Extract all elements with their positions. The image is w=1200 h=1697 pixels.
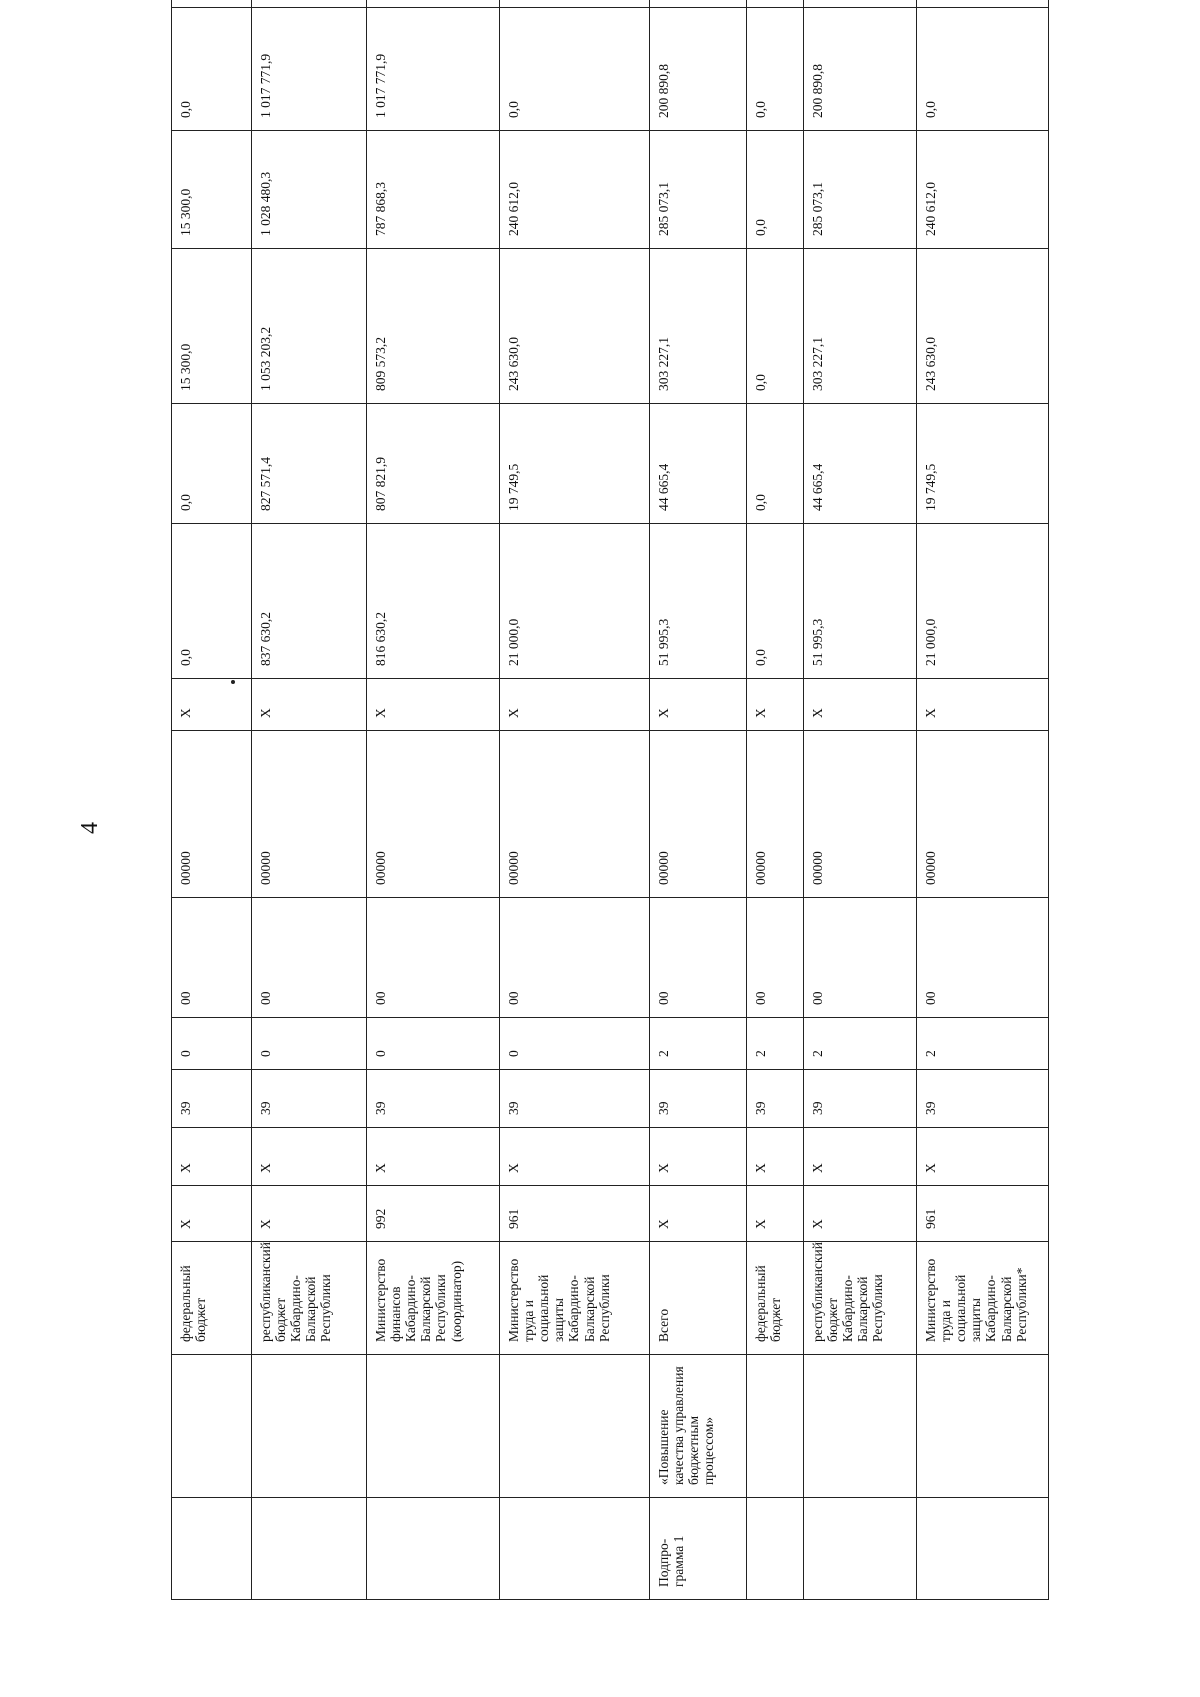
cell-rz-pr: Х bbox=[367, 1128, 500, 1186]
cell-status bbox=[172, 1498, 252, 1600]
table-row bbox=[367, 0, 500, 1600]
cell-value-5: 200 890,8 bbox=[804, 8, 917, 131]
cell-name bbox=[500, 1355, 650, 1498]
cell-grbs: Х bbox=[252, 1186, 367, 1242]
cell-value-2: 0,0 bbox=[172, 404, 252, 524]
cell-value-4: 15 300,0 bbox=[172, 131, 252, 249]
cell-value-2: 19 749,5 bbox=[917, 404, 1049, 524]
cell-value-4: 285 073,1 bbox=[650, 131, 747, 249]
cell-rz-pr: Х bbox=[804, 1128, 917, 1186]
cell-cs-program: 39 bbox=[172, 1070, 252, 1128]
cell-value-1: 21 000,0 bbox=[917, 524, 1049, 679]
cell-value-3: 809 573,2 bbox=[367, 249, 500, 404]
cell-cs-program: 39 bbox=[747, 1070, 804, 1128]
cell-rz-pr: Х bbox=[650, 1128, 747, 1186]
cell-cs-subprogram: 2 bbox=[747, 1018, 804, 1070]
cell-source: республиканский бюджет Кабардино-Балкарской Республики bbox=[804, 1242, 917, 1355]
cell-value-6 bbox=[500, 0, 650, 8]
cell-grbs: Х bbox=[747, 1186, 804, 1242]
cell-source: Всего bbox=[650, 1242, 747, 1355]
cell-cs-direction: 00000 bbox=[172, 731, 252, 898]
cell-status bbox=[804, 1498, 917, 1600]
cell-cs-direction: 00000 bbox=[917, 731, 1049, 898]
table-row bbox=[500, 0, 650, 1600]
cell-vr: Х bbox=[252, 679, 367, 731]
cell-cs-event: 00 bbox=[367, 898, 500, 1018]
cell-value-2: 19 749,5 bbox=[500, 404, 650, 524]
cell-vr: Х bbox=[804, 679, 917, 731]
cell-source: Министерство труда и социальной защиты Кабардино-Балкарской Республики* bbox=[917, 1242, 1049, 1355]
cell-cs-direction: 00000 bbox=[500, 731, 650, 898]
cell-value-3: 243 630,0 bbox=[917, 249, 1049, 404]
cell-vr: Х bbox=[917, 679, 1049, 731]
cell-value-3: 1 053 203,2 bbox=[252, 249, 367, 404]
cell-value-1: 0,0 bbox=[747, 524, 804, 679]
cell-value-2: 827 571,4 bbox=[252, 404, 367, 524]
cell-status: Подпро-грамма 1 bbox=[650, 1498, 747, 1600]
cell-cs-program: 39 bbox=[804, 1070, 917, 1128]
cell-value-2: 44 665,4 bbox=[650, 404, 747, 524]
cell-value-3: 243 630,0 bbox=[500, 249, 650, 404]
cell-value-2: 0,0 bbox=[747, 404, 804, 524]
cell-value-5: 0,0 bbox=[747, 8, 804, 131]
cell-source: Министерство финансов Кабардино-Балкарской Республики (координатор) bbox=[367, 1242, 500, 1355]
cell-status bbox=[747, 1498, 804, 1600]
cell-grbs: 961 bbox=[500, 1186, 650, 1242]
cell-grbs: 961 bbox=[917, 1186, 1049, 1242]
table-row bbox=[804, 0, 917, 1600]
cell-cs-event: 00 bbox=[252, 898, 367, 1018]
cell-cs-event: 00 bbox=[804, 898, 917, 1018]
cell-cs-subprogram: 2 bbox=[650, 1018, 747, 1070]
cell-grbs: Х bbox=[650, 1186, 747, 1242]
cell-grbs: Х bbox=[804, 1186, 917, 1242]
cell-cs-program: 39 bbox=[650, 1070, 747, 1128]
cell-cs-subprogram: 2 bbox=[804, 1018, 917, 1070]
cell-source: федеральный бюджет bbox=[747, 1242, 804, 1355]
cell-name bbox=[172, 1355, 252, 1498]
cell-cs-subprogram: 0 bbox=[367, 1018, 500, 1070]
cell-cs-subprogram: 0 bbox=[500, 1018, 650, 1070]
cell-cs-program: 39 bbox=[252, 1070, 367, 1128]
cell-value-1: 816 630,2 bbox=[367, 524, 500, 679]
cell-value-6 bbox=[747, 0, 804, 8]
cell-rz-pr: Х bbox=[747, 1128, 804, 1186]
cell-cs-event: 00 bbox=[500, 898, 650, 1018]
cell-value-6 bbox=[252, 0, 367, 8]
cell-cs-direction: 00000 bbox=[804, 731, 917, 898]
cell-grbs: Х bbox=[172, 1186, 252, 1242]
cell-value-5: 0,0 bbox=[172, 8, 252, 131]
cell-value-6 bbox=[917, 0, 1049, 8]
table-row bbox=[252, 0, 367, 1600]
cell-value-6 bbox=[172, 0, 252, 8]
cell-status bbox=[252, 1498, 367, 1600]
cell-value-6 bbox=[650, 0, 747, 8]
page-number: 4 bbox=[77, 822, 103, 834]
cell-rz-pr: Х bbox=[252, 1128, 367, 1186]
cell-value-4: 0,0 bbox=[747, 131, 804, 249]
table-row bbox=[747, 0, 804, 1600]
cell-value-2: 44 665,4 bbox=[804, 404, 917, 524]
cell-rz-pr: Х bbox=[917, 1128, 1049, 1186]
cell-status bbox=[500, 1498, 650, 1600]
cell-value-5: 0,0 bbox=[917, 8, 1049, 131]
cell-value-3: 15 300,0 bbox=[172, 249, 252, 404]
cell-value-5: 1 017 771,9 bbox=[367, 8, 500, 131]
cell-grbs: 992 bbox=[367, 1186, 500, 1242]
cell-cs-program: 39 bbox=[500, 1070, 650, 1128]
table-row bbox=[917, 0, 1049, 1600]
cell-value-4: 1 028 480,3 bbox=[252, 131, 367, 249]
cell-vr: Х bbox=[500, 679, 650, 731]
cell-cs-direction: 00000 bbox=[650, 731, 747, 898]
cell-value-6 bbox=[804, 0, 917, 8]
budget-table bbox=[171, 0, 1049, 1600]
cell-cs-direction: 00000 bbox=[747, 731, 804, 898]
cell-cs-event: 00 bbox=[650, 898, 747, 1018]
cell-cs-subprogram: 0 bbox=[172, 1018, 252, 1070]
scan-speck bbox=[231, 680, 235, 684]
cell-name bbox=[367, 1355, 500, 1498]
cell-value-2: 807 821,9 bbox=[367, 404, 500, 524]
cell-cs-event: 00 bbox=[917, 898, 1049, 1018]
cell-value-1: 51 995,3 bbox=[804, 524, 917, 679]
cell-vr: Х bbox=[747, 679, 804, 731]
cell-cs-direction: 00000 bbox=[367, 731, 500, 898]
cell-name bbox=[804, 1355, 917, 1498]
cell-name bbox=[747, 1355, 804, 1498]
cell-value-6 bbox=[367, 0, 500, 8]
cell-rz-pr: Х bbox=[172, 1128, 252, 1186]
cell-vr: Х bbox=[650, 679, 747, 731]
cell-source: Министерство труда и социальной защиты Кабардино-Балкарской Республики bbox=[500, 1242, 650, 1355]
rotated-table-container bbox=[171, 32, 1048, 1600]
cell-source: республиканский бюджет Кабардино-Балкарской Республики bbox=[252, 1242, 367, 1355]
cell-cs-direction: 00000 bbox=[252, 731, 367, 898]
cell-cs-event: 00 bbox=[172, 898, 252, 1018]
cell-value-4: 285 073,1 bbox=[804, 131, 917, 249]
cell-value-5: 0,0 bbox=[500, 8, 650, 131]
cell-name bbox=[917, 1355, 1049, 1498]
cell-name bbox=[252, 1355, 367, 1498]
cell-cs-subprogram: 0 bbox=[252, 1018, 367, 1070]
cell-cs-subprogram: 2 bbox=[917, 1018, 1049, 1070]
cell-value-3: 303 227,1 bbox=[804, 249, 917, 404]
cell-value-4: 240 612,0 bbox=[917, 131, 1049, 249]
cell-value-3: 0,0 bbox=[747, 249, 804, 404]
cell-value-4: 787 868,3 bbox=[367, 131, 500, 249]
cell-rz-pr: Х bbox=[500, 1128, 650, 1186]
cell-value-3: 303 227,1 bbox=[650, 249, 747, 404]
cell-cs-program: 39 bbox=[917, 1070, 1049, 1128]
cell-value-1: 51 995,3 bbox=[650, 524, 747, 679]
cell-name: «Повышение качества управления бюджетным процессом» bbox=[650, 1355, 747, 1498]
cell-status bbox=[367, 1498, 500, 1600]
cell-source: федеральный бюджет bbox=[172, 1242, 252, 1355]
cell-status bbox=[917, 1498, 1049, 1600]
table-frame bbox=[171, 32, 1048, 1600]
table-row bbox=[650, 0, 747, 1600]
cell-vr: Х bbox=[172, 679, 252, 731]
cell-value-1: 0,0 bbox=[172, 524, 252, 679]
cell-value-5: 1 017 771,9 bbox=[252, 8, 367, 131]
cell-cs-event: 00 bbox=[747, 898, 804, 1018]
cell-value-1: 21 000,0 bbox=[500, 524, 650, 679]
cell-vr: Х bbox=[367, 679, 500, 731]
table-row bbox=[172, 0, 252, 1600]
cell-value-5: 200 890,8 bbox=[650, 8, 747, 131]
cell-value-1: 837 630,2 bbox=[252, 524, 367, 679]
cell-value-4: 240 612,0 bbox=[500, 131, 650, 249]
cell-cs-program: 39 bbox=[367, 1070, 500, 1128]
